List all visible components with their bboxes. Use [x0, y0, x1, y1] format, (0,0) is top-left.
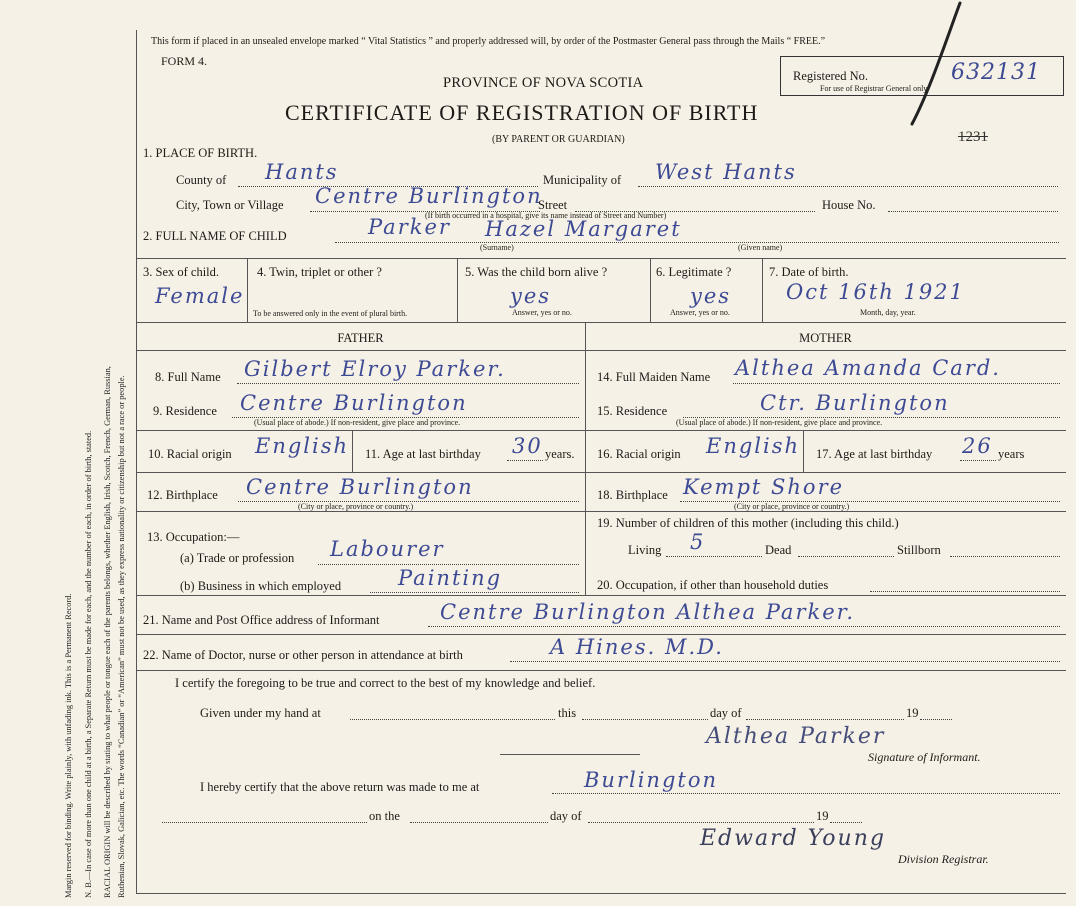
father-business-label: (b) Business in which employed: [180, 579, 342, 593]
alive-value: yes: [510, 284, 552, 308]
father-heading: FATHER: [337, 331, 384, 345]
mother-living: 5: [690, 530, 706, 554]
father-birthplace: Centre Burlington: [246, 475, 474, 499]
father-trade: Labourer: [330, 537, 445, 561]
dob-value: Oct 16th 1921: [786, 280, 965, 304]
registrar-year-label: 19: [816, 809, 829, 823]
father-years: years.: [545, 447, 575, 461]
margin-note-binding: Margin reserved for binding. Write plainly, with unfading ink. This is a Permanent Record.: [64, 593, 73, 898]
certify-text: I certify the foregoing to be true and correct to the best of my knowledge and belief.: [175, 676, 596, 690]
father-name-label: 8. Full Name: [155, 370, 221, 384]
alive-label: 5. Was the child born alive ?: [465, 265, 608, 279]
street-note: (If birth occurred in a hospital, give its name instead of Street and Number): [425, 211, 667, 220]
mother-age-label: 17. Age at last birthday: [816, 447, 933, 461]
mother-heading: MOTHER: [799, 331, 852, 345]
registrar-place: Burlington: [584, 768, 719, 792]
place-heading: 1. PLACE OF BIRTH.: [143, 146, 258, 160]
house-label: House No.: [822, 198, 876, 212]
dob-label: 7. Date of birth.: [769, 265, 849, 279]
legitimate-value: yes: [690, 284, 732, 308]
municipality-value: West Hants: [655, 160, 797, 184]
mother-name-label: 14. Full Maiden Name: [597, 370, 711, 384]
informant-value: Centre Burlington Althea Parker.: [440, 600, 856, 624]
mother-racial: English: [706, 434, 801, 458]
mother-years: years: [998, 447, 1025, 461]
father-age: 30: [512, 434, 543, 458]
registered-label: Registered No.: [793, 69, 868, 83]
given-name-note: (Given name): [738, 243, 783, 252]
street-label: Street: [538, 198, 568, 212]
mother-age: 26: [962, 434, 993, 458]
margin-note-racial-origin: RACIAL ORIGIN will be described by stating to what people or tongue each of the parents belongs, whether English, Irish, Scotch, French, German, Russian,: [103, 366, 112, 898]
father-residence-note: (Usual place of abode.) If non-resident, give place and province.: [254, 418, 461, 427]
doctor-label: 22. Name of Doctor, nurse or other person in attendance at birth: [143, 648, 463, 662]
registrar-day-label: day of: [550, 809, 582, 823]
father-racial-label: 10. Racial origin: [148, 447, 232, 461]
registrar-signature: Edward Young: [700, 826, 886, 851]
father-birthplace-label: 12. Birthplace: [147, 488, 218, 502]
margin-note-multiple-births: N. B.—In case of more than one child at a birth, a Separate Return must be made for each, and the number of each, in order of birth, stated.: [84, 430, 93, 898]
frame-left: [136, 30, 137, 894]
form-number: FORM 4.: [161, 54, 208, 68]
mother-residence-label: 15. Residence: [597, 404, 668, 418]
mother-occupation-label: 20. Occupation, if other than household duties: [597, 578, 829, 592]
mother-living-label: Living: [628, 543, 662, 557]
sex-value: Female: [155, 284, 245, 308]
mother-dead-label: Dead: [765, 543, 792, 557]
mother-birthplace-label: 18. Birthplace: [597, 488, 668, 502]
registrar-on-label: on the: [369, 809, 400, 823]
child-surname: Parker: [368, 215, 451, 239]
certify-this-label: this: [558, 706, 577, 720]
legitimate-label: 6. Legitimate ?: [656, 265, 732, 279]
registered-note: For use of Registrar General only.: [820, 84, 929, 93]
father-birthplace-note: (City or place, province or country.): [298, 502, 414, 511]
city-label: City, Town or Village: [176, 198, 284, 212]
parents-divider: [585, 322, 586, 595]
father-age-label: 11. Age at last birthday: [365, 447, 481, 461]
mother-racial-label: 16. Racial origin: [597, 447, 681, 461]
child-given-name: Hazel Margaret: [485, 217, 682, 241]
twin-label: 4. Twin, triplet or other ?: [257, 265, 382, 279]
mother-residence-note: (Usual place of abode.) If non-resident, give place and province.: [676, 418, 883, 427]
registrar-check-mark: [900, 0, 970, 130]
sex-label: 3. Sex of child.: [143, 265, 220, 279]
informant-signature-label: Signature of Informant.: [868, 750, 981, 764]
mother-stillborn-label: Stillborn: [897, 543, 941, 557]
mail-notice: This form if placed in an unsealed envelope marked “ Vital Statistics ” and properly addressed will, by order of the Postmaster General pass through the Mails “ FREE.”: [151, 36, 826, 47]
registrar-text: I hereby certify that the above return was made to me at: [200, 780, 480, 794]
document-title: CERTIFICATE OF REGISTRATION OF BIRTH: [285, 100, 759, 125]
mother-birthplace: Kempt Shore: [683, 475, 845, 499]
municipality-label: Municipality of: [543, 173, 622, 187]
father-name: Gilbert Elroy Parker.: [244, 357, 506, 381]
father-trade-label: (a) Trade or profession: [180, 551, 295, 565]
certify-day-label: day of: [710, 706, 742, 720]
city-value: Centre Burlington: [315, 184, 543, 208]
doctor-value: A Hines. M.D.: [550, 635, 724, 659]
mother-name: Althea Amanda Card.: [735, 356, 1001, 380]
father-residence-label: 9. Residence: [153, 404, 217, 418]
struck-number: 1231: [958, 129, 988, 145]
dob-note: Month, day, year.: [860, 308, 916, 317]
mother-children-label: 19. Number of children of this mother (including this child.): [597, 516, 899, 530]
given-under-label: Given under my hand at: [200, 706, 321, 720]
province-heading: PROVINCE OF NOVA SCOTIA: [443, 75, 644, 91]
certify-year-label: 19: [906, 706, 919, 720]
father-business: Painting: [398, 566, 503, 590]
father-occupation-label: 13. Occupation:—: [147, 530, 240, 544]
child-name-label: 2. FULL NAME OF CHILD: [143, 229, 287, 243]
registered-number: 632131: [951, 60, 1041, 85]
informant-label: 21. Name and Post Office address of Informant: [143, 613, 380, 627]
father-racial: English: [255, 434, 350, 458]
document-subtitle: (BY PARENT OR GUARDIAN): [492, 134, 625, 145]
mother-residence: Ctr. Burlington: [760, 391, 950, 415]
informant-signature: Althea Parker: [706, 724, 886, 749]
alive-note: Answer, yes or no.: [512, 308, 572, 317]
father-residence: Centre Burlington: [240, 391, 468, 415]
county-label: County of: [176, 173, 227, 187]
margin-note-nationality: Ruthenian, Slovak, Galician, etc. The words “Canadian” or “American” must not be used, as they express nationality or citizenship but not a race or people.: [117, 375, 126, 898]
registrar-signature-label: Division Registrar.: [898, 852, 989, 866]
mother-birthplace-note: (City or place, province or country.): [734, 502, 850, 511]
frame-bottom: [136, 893, 1066, 894]
surname-note: (Surname): [480, 243, 514, 252]
legitimate-note: Answer, yes or no.: [670, 308, 730, 317]
county-value: Hants: [265, 160, 339, 184]
twin-note: To be answered only in the event of plural birth.: [253, 309, 408, 318]
informant-signature-rule: [500, 754, 640, 755]
